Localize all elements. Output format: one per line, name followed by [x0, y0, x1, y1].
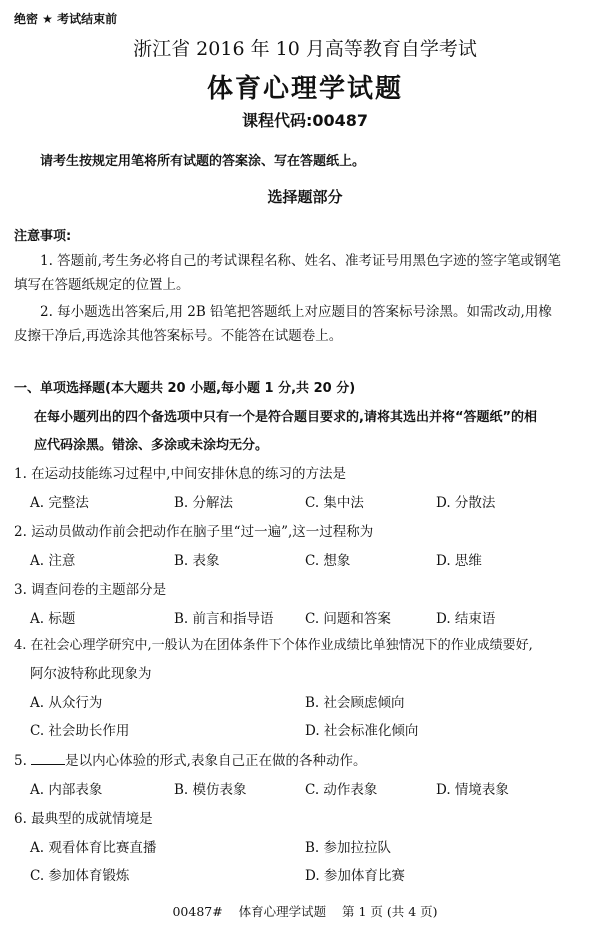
answer-instruction: 请考生按规定用笔将所有试题的答案涂、写在答题纸上。	[40, 154, 366, 169]
question-1-option-b: B. 分解法	[174, 495, 234, 511]
page-footer: 00487# 体育心理学试题 第 1 页 (共 4 页)	[172, 904, 438, 919]
question-3-option-d: D. 结束语	[436, 611, 496, 627]
section-title: 选择题部分	[267, 188, 343, 206]
question-5-option-d: D. 情境表象	[436, 782, 509, 798]
question-6-option-c: C. 参加体育锻炼	[30, 868, 130, 884]
secret-label: 绝密 ★ 考试结束前	[14, 12, 118, 26]
question-3-option-c: C. 问题和答案	[305, 611, 391, 627]
question-2-option-c: C. 想象	[305, 553, 351, 569]
question-5-stem: 是以内心体验的形式,表象自己正在做的各种动作。	[65, 753, 367, 769]
question-2-option-d: D. 思维	[436, 553, 482, 569]
question-5-option-c: C. 动作表象	[305, 782, 378, 798]
question-4-option-b: B. 社会顾虑倾向	[305, 695, 405, 711]
note-item-2-line-1: 2. 每小题选出答案后,用 2B 铅笔把答题纸上对应题目的答案标号涂黑。如需改动,用橡	[40, 304, 552, 320]
question-4-option-a: A. 从众行为	[30, 695, 103, 711]
question-6-stem: 6. 最典型的成就情境是	[14, 811, 153, 827]
course-code: 课程代码:00487	[241, 111, 369, 130]
question-5-option-b: B. 模仿表象	[174, 782, 247, 798]
question-6-option-d: D. 参加体育比赛	[305, 868, 405, 884]
question-5-blank	[31, 752, 65, 765]
note-item-1-line-1: 1. 答题前,考生务必将自己的考试课程名称、姓名、准考证号用黑色字迹的签字笔或钢笔	[40, 253, 561, 269]
part1-desc-line-1: 在每小题列出的四个备选项中只有一个是符合题目要求的,请将其选出并将“答题纸”的相	[34, 410, 538, 425]
note-item-2-line-2: 皮擦干净后,再选涂其他答案标号。不能答在试题卷上。	[14, 328, 343, 344]
question-1-option-a: A. 完整法	[30, 495, 89, 511]
paper-title: 体育心理学试题	[206, 74, 403, 104]
question-6-option-b: B. 参加拉拉队	[305, 840, 392, 856]
part1-desc-line-2: 应代码涂黑。错涂、多涂或未涂均无分。	[34, 438, 269, 453]
question-4-stem-line-2: 阿尔波特称此现象为	[30, 666, 152, 682]
exam-title: 浙江省 2016 年 10 月高等教育自学考试	[133, 38, 477, 60]
question-3-option-a: A. 标题	[30, 611, 76, 627]
question-5-number: 5.	[14, 753, 32, 769]
question-1-stem: 1. 在运动技能练习过程中,中间安排休息的练习的方法是	[14, 466, 346, 482]
question-2-option-a: A. 注意	[30, 553, 76, 569]
question-3-option-b: B. 前言和指导语	[174, 611, 274, 627]
question-6-option-a: A. 观看体育比赛直播	[30, 840, 157, 856]
notes-heading: 注意事项:	[14, 229, 72, 244]
question-5-option-a: A. 内部表象	[30, 782, 103, 798]
question-2-option-b: B. 表象	[174, 553, 220, 569]
question-3-stem: 3. 调查问卷的主题部分是	[14, 582, 167, 598]
note-item-1-line-2: 填写在答题纸规定的位置上。	[14, 277, 190, 293]
question-4-option-c: C. 社会助长作用	[30, 723, 130, 739]
question-5-stem-line	[14, 749, 366, 769]
question-1-option-c: C. 集中法	[305, 495, 364, 511]
question-4-option-d: D. 社会标准化倾向	[305, 723, 419, 739]
question-4-stem: 4. 在社会心理学研究中,一般认为在团体条件下个体作业成绩比单独情况下的作业成绩要好,	[14, 638, 533, 653]
question-2-stem: 2. 运动员做动作前会把动作在脑子里“过一遍”,这一过程称为	[14, 524, 374, 540]
part1-title: 一、单项选择题(本大题共 20 小题,每小题 1 分,共 20 分)	[14, 381, 356, 396]
question-1-option-d: D. 分散法	[436, 495, 496, 511]
